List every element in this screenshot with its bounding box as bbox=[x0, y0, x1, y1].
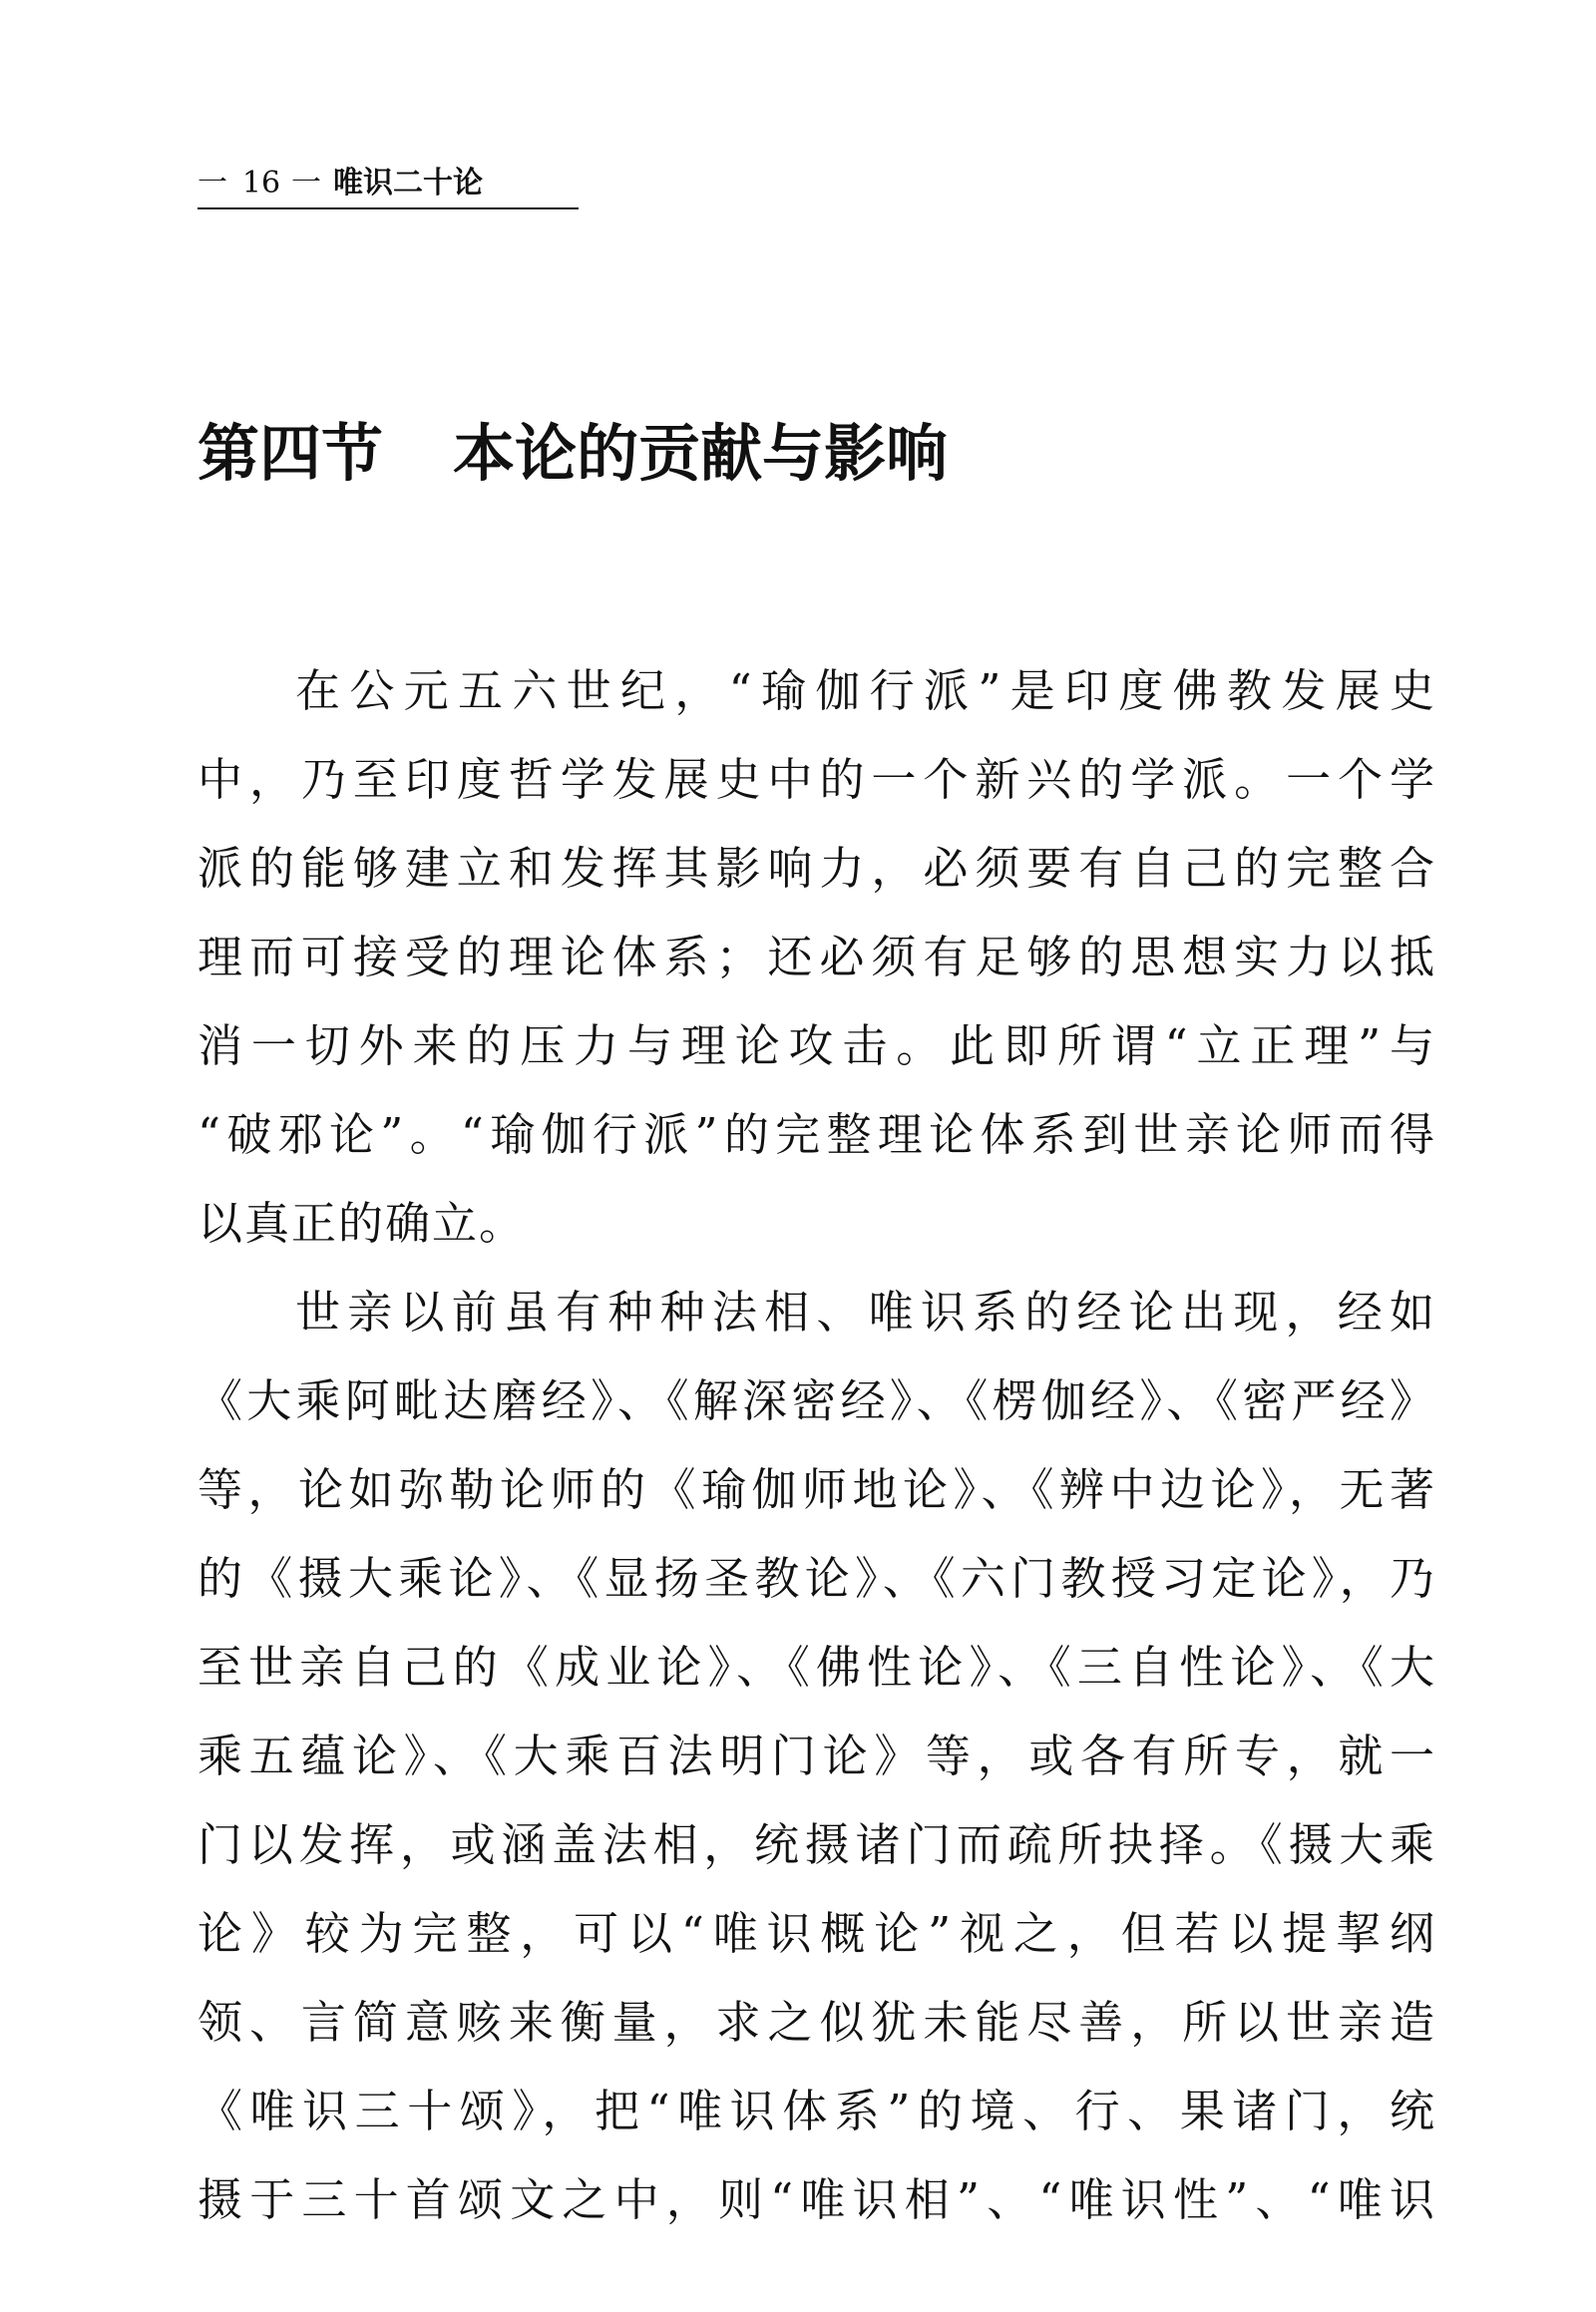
text-line: 领、言简意赅来衡量，求之似犹未能尽善，所以世亲造 bbox=[198, 1996, 1434, 2049]
text-line: 论》较为完整，可以“唯识概论”视之，但若以提挈纲 bbox=[198, 1907, 1434, 1960]
text-line: 至世亲自己的《成业论》、《佛性论》、《三自性论》、《大 bbox=[198, 1641, 1434, 1694]
text-line: 《唯识三十颂》，把“唯识体系”的境、行、果诸门，统 bbox=[198, 2085, 1434, 2137]
text-line: 理而可接受的理论体系；还必须有足够的思想实力以抵 bbox=[198, 931, 1434, 983]
body-text bbox=[198, 646, 1434, 2244]
text-line: 等，论如弥勒论师的《瑜伽师地论》、《辨中边论》，无著 bbox=[198, 1463, 1434, 1516]
section-heading bbox=[198, 409, 1434, 499]
text-line: 中，乃至印度哲学发展史中的一个新兴的学派。一个学 bbox=[198, 753, 1434, 806]
text-line: 消一切外来的压力与理论攻击。此即所谓“立正理”与 bbox=[198, 1019, 1434, 1072]
running-head-dash-right: 一 bbox=[291, 166, 321, 200]
text-line: 在公元五六世纪，“瑜伽行派”是印度佛教发展史 bbox=[295, 664, 1434, 717]
text-line: 的《摄大乘论》、《显扬圣教论》、《六门教授习定论》，乃 bbox=[198, 1552, 1434, 1605]
text-line: 摄于三十首颂文之中，则“唯识相”、“唯识性”、“唯识 bbox=[198, 2173, 1434, 2226]
running-head bbox=[198, 160, 579, 209]
text-line: “破邪论”。“瑜伽行派”的完整理论体系到世亲论师而得 bbox=[198, 1108, 1434, 1161]
text-line: 世亲以前虽有种种法相、唯识系的经论出现，经如 bbox=[295, 1286, 1434, 1339]
section-number: 第四节 bbox=[198, 417, 384, 490]
book-title: 唯识二十论 bbox=[333, 166, 483, 200]
paragraph bbox=[198, 646, 1434, 1268]
text-line: 以真正的确立。 bbox=[198, 1197, 527, 1250]
page-number: 16 bbox=[241, 166, 281, 200]
section-title: 本论的贡献与影响 bbox=[453, 417, 949, 490]
text-line: 乘五蕴论》、《大乘百法明门论》等，或各有所专，就一 bbox=[198, 1730, 1434, 1782]
text-line: 派的能够建立和发挥其影响力，必须要有自己的完整合 bbox=[198, 842, 1434, 895]
paragraph bbox=[198, 1268, 1434, 2244]
text-line: 门以发挥，或涵盖法相，统摄诸门而疏所抉择。《摄大乘 bbox=[198, 1818, 1434, 1871]
running-head-dash-left: 一 bbox=[198, 166, 227, 200]
text-line: 《大乘阿毗达磨经》、《解深密经》、《楞伽经》、《密严经》 bbox=[198, 1374, 1434, 1427]
